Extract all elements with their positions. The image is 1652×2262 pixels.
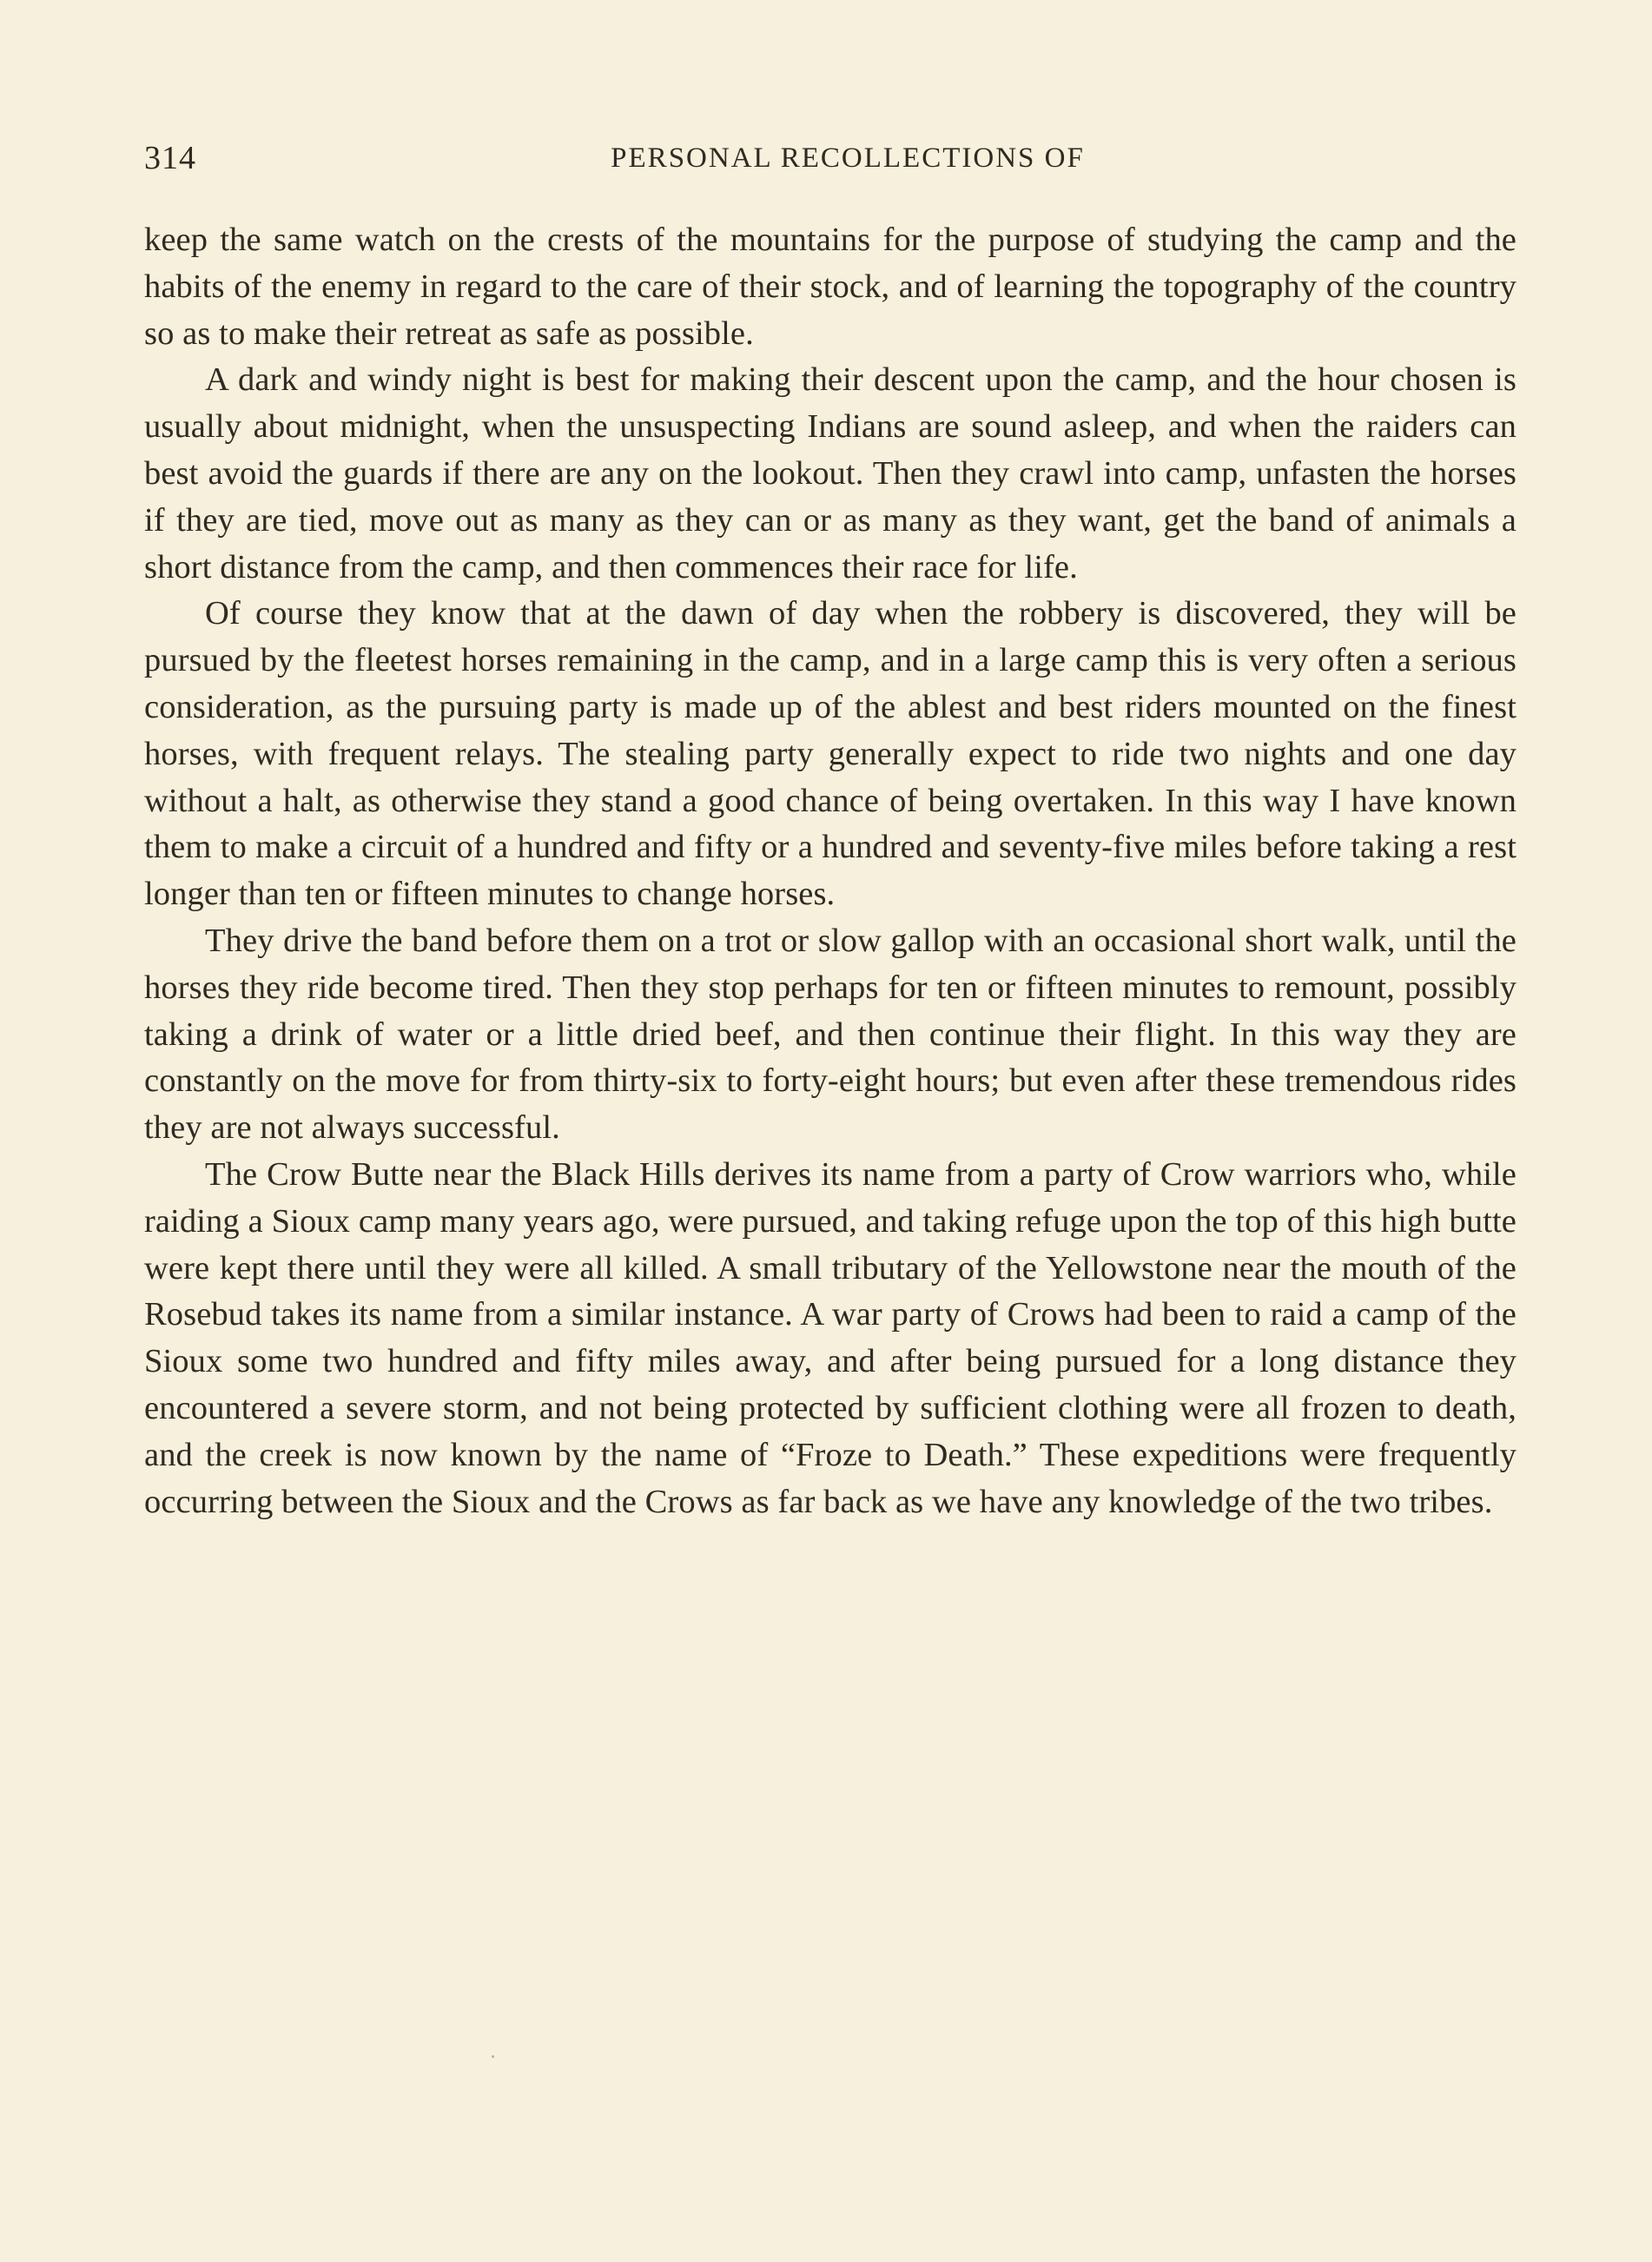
body-text — [144, 217, 1517, 1525]
paragraph-continued: keep the same watch on the crests of the mountains for the purpose of studying the camp and the habits of the enemy in regard to the care of their stock, and of learning the topography of the country so as to make their retreat as safe as possible. — [144, 222, 1517, 352]
page-number: 314 — [144, 140, 196, 176]
paper-speck — [492, 2055, 494, 2058]
running-head — [144, 137, 1517, 179]
paragraph-pursuit: Of course they know that at the dawn of day when the robbery is discovered, they will be pursued by the fleetest horses remaining in the camp, and in a large camp this is very often a serious consideration, as the pursuing party is made up of the ablest and best riders mounted on the finest horses, with frequent relays. The stealing party generally expect to ride two nights and one day without a halt, as otherwise they stand a good chance of being overtaken. In this way I have known them to make a circuit of a hundred and fifty or a hundred and seventy-five miles before taking a rest longer than ten or fifteen minutes to change horses. — [144, 595, 1517, 913]
paragraph-night-raid: A dark and windy night is best for making their descent upon the camp, and the hour chosen is usually about midnight, when the unsuspecting Indians are sound asleep, and when the raiders can best avoid the guards if there are any on the lookout. Then they crawl into camp, unfasten the horses if they are tied, move out as many as they can or as many as they want, get the band of animals a short distance from the camp, and then commences their race for life. — [144, 361, 1517, 585]
paragraph-drive-band: They drive the band before them on a trot or slow gallop with an occasional short walk, until the horses they ride become tired. Then they stop perhaps for ten or fifteen minutes to remount, possibly taking a drink of water or a little dried beef, and then continue their flight. In this way they are constantly on the move for from thirty-six to forty-eight hours; but even after these tremendous rides they are not always successful. — [144, 922, 1517, 1147]
running-title: PERSONAL RECOLLECTIONS OF — [611, 142, 1085, 174]
paragraph-crow-butte: The Crow Butte near the Black Hills derives its name from a party of Crow warriors who, while raiding a Sioux camp many years ago, were pursued, and taking refuge upon the top of this high butte were kept there until they were all killed. A small tributary of the Yellowstone near the mouth of the Rosebud takes its name from a similar instance. A war party of Crows had been to raid a camp of the Sioux some two hundred and fifty miles away, and after being pursued for a long distance they encountered a severe storm, and not being protected by sufficient clothing were all frozen to death, and the creek is now known by the name of “Froze to Death.” These expeditions were frequently occurring between the Sioux and the Crows as far back as we have any knowledge of the two tribes. — [144, 1155, 1517, 1520]
